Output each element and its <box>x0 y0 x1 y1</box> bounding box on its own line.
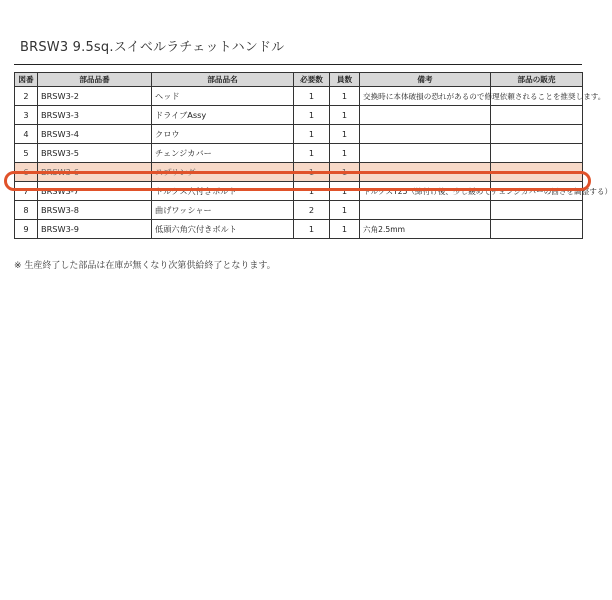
page-title: BRSW3 9.5sq.スイベルラチェットハンドル <box>20 40 285 55</box>
cell-unit: 1 <box>330 144 360 163</box>
cell-part-name: スプリング <box>152 163 294 182</box>
cell-no: 5 <box>15 144 38 163</box>
cell-notes: トルクスT25（締付け後、少し緩めてチェンジカバーの固さを調整する） <box>360 182 491 201</box>
cell-unit: 1 <box>330 125 360 144</box>
cell-unit: 1 <box>330 87 360 106</box>
cell-notes <box>360 163 491 182</box>
cell-unit: 1 <box>330 220 360 239</box>
cell-unit: 1 <box>330 106 360 125</box>
table-row <box>15 106 583 125</box>
header-notes: 備考 <box>360 73 491 87</box>
header-unit: 員数 <box>330 73 360 87</box>
header-part-no: 部品品番 <box>38 73 152 87</box>
title-divider <box>14 64 582 65</box>
cell-no: 6 <box>15 163 38 182</box>
header-part-name: 部品品名 <box>152 73 294 87</box>
cell-no: 7 <box>15 182 38 201</box>
table-row <box>15 220 583 239</box>
cell-notes <box>360 106 491 125</box>
cell-sale <box>491 125 583 144</box>
cell-no: 3 <box>15 106 38 125</box>
footnote: ※ 生産終了した部品は在庫が無くなり次第供給終了となります。 <box>14 261 276 271</box>
cell-qty: 1 <box>294 163 330 182</box>
cell-sale <box>491 144 583 163</box>
cell-notes: 交換時に本体破損の恐れがあるので修理依頼されることを推奨します。 <box>360 87 491 106</box>
cell-qty: 1 <box>294 125 330 144</box>
cell-no: 2 <box>15 87 38 106</box>
header-no: 図番 <box>15 73 38 87</box>
cell-notes <box>360 201 491 220</box>
cell-sale <box>491 220 583 239</box>
cell-qty: 1 <box>294 220 330 239</box>
table-row <box>15 182 583 201</box>
cell-part-no: BRSW3-2 <box>38 87 152 106</box>
cell-qty: 1 <box>294 182 330 201</box>
cell-qty: 1 <box>294 144 330 163</box>
cell-part-name: ヘッド <box>152 87 294 106</box>
cell-part-no: BRSW3-4 <box>38 125 152 144</box>
cell-part-name: トルクス穴付きボルト <box>152 182 294 201</box>
cell-part-name: 低頭六角穴付きボルト <box>152 220 294 239</box>
cell-part-name: ドライブAssy <box>152 106 294 125</box>
cell-sale <box>491 163 583 182</box>
cell-sale <box>491 106 583 125</box>
cell-sale <box>491 201 583 220</box>
table-row <box>15 201 583 220</box>
cell-part-name: チェンジカバー <box>152 144 294 163</box>
cell-no: 9 <box>15 220 38 239</box>
cell-qty: 1 <box>294 87 330 106</box>
cell-part-no: BRSW3-7 <box>38 182 152 201</box>
cell-part-no: BRSW3-3 <box>38 106 152 125</box>
cell-part-no: BRSW3-5 <box>38 144 152 163</box>
cell-part-no: BRSW3-8 <box>38 201 152 220</box>
table-row <box>15 125 583 144</box>
cell-notes <box>360 125 491 144</box>
cell-part-name: クロウ <box>152 125 294 144</box>
cell-unit: 1 <box>330 163 360 182</box>
cell-notes: 六角2.5mm <box>360 220 491 239</box>
cell-part-no: BRSW3-6 <box>38 163 152 182</box>
cell-notes <box>360 144 491 163</box>
header-qty: 必要数 <box>294 73 330 87</box>
cell-unit: 1 <box>330 182 360 201</box>
cell-qty: 2 <box>294 201 330 220</box>
header-sale: 部品の販売 <box>491 73 583 87</box>
table-header-row <box>15 73 583 87</box>
cell-no: 4 <box>15 125 38 144</box>
parts-table <box>14 72 612 239</box>
cell-part-name: 曲げワッシャー <box>152 201 294 220</box>
cell-unit: 1 <box>330 201 360 220</box>
table-row-highlighted <box>15 163 583 182</box>
cell-part-no: BRSW3-9 <box>38 220 152 239</box>
cell-no: 8 <box>15 201 38 220</box>
cell-qty: 1 <box>294 106 330 125</box>
table-row <box>15 87 583 106</box>
table-row <box>15 144 583 163</box>
